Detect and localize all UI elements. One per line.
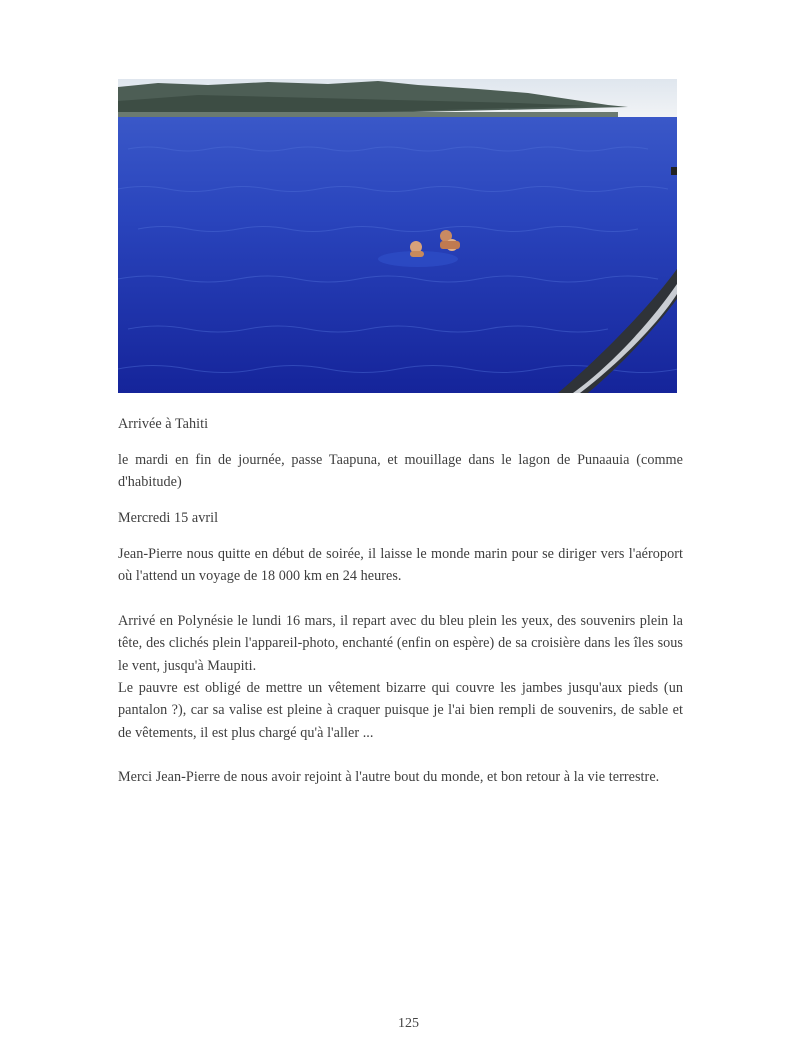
paragraph-arrival: le mardi en fin de journée, passe Taapuna, et mouillage dans le lagon de Punaauia (comme d'habitude) [118,452,683,491]
photo-caption: Arrivée à Tahiti [118,416,209,432]
paragraph-pantalon: Le pauvre est obligé de mettre un vêtement bizarre qui couvre les jambes jusqu'aux pieds (un pantalon ?), car sa valise est pleine à craquer puisque je l'ai bien rempli de souvenirs, de sable et de vêtements, il est plus chargé qu'à l'aller ... [118,680,683,741]
paragraph-thanks: Merci Jean-Pierre de nous avoir rejoint à l'autre bout du monde, et bon retour à la vie terrestre. [118,769,660,785]
photo-swimmers-in-lagoon [118,79,677,393]
page-number: 125 [398,1016,419,1031]
photo-illustration [118,79,677,393]
date-heading: Mercredi 15 avril [118,510,219,526]
paragraph-departure: Jean-Pierre nous quitte en début de soirée, il laisse le monde marin pour se diriger vers l'aéroport où l'attend un voyage de 18 000 km en 24 heures. [118,546,683,585]
paragraph-recap: Arrivé en Polynésie le lundi 16 mars, il repart avec du bleu plein les yeux, des souvenirs plein la tête, des clichés plein l'appareil-photo, enchanté (enfin on espère) de sa croisière dans les îles sous le vent, jusqu'à Maupiti. [118,613,683,674]
